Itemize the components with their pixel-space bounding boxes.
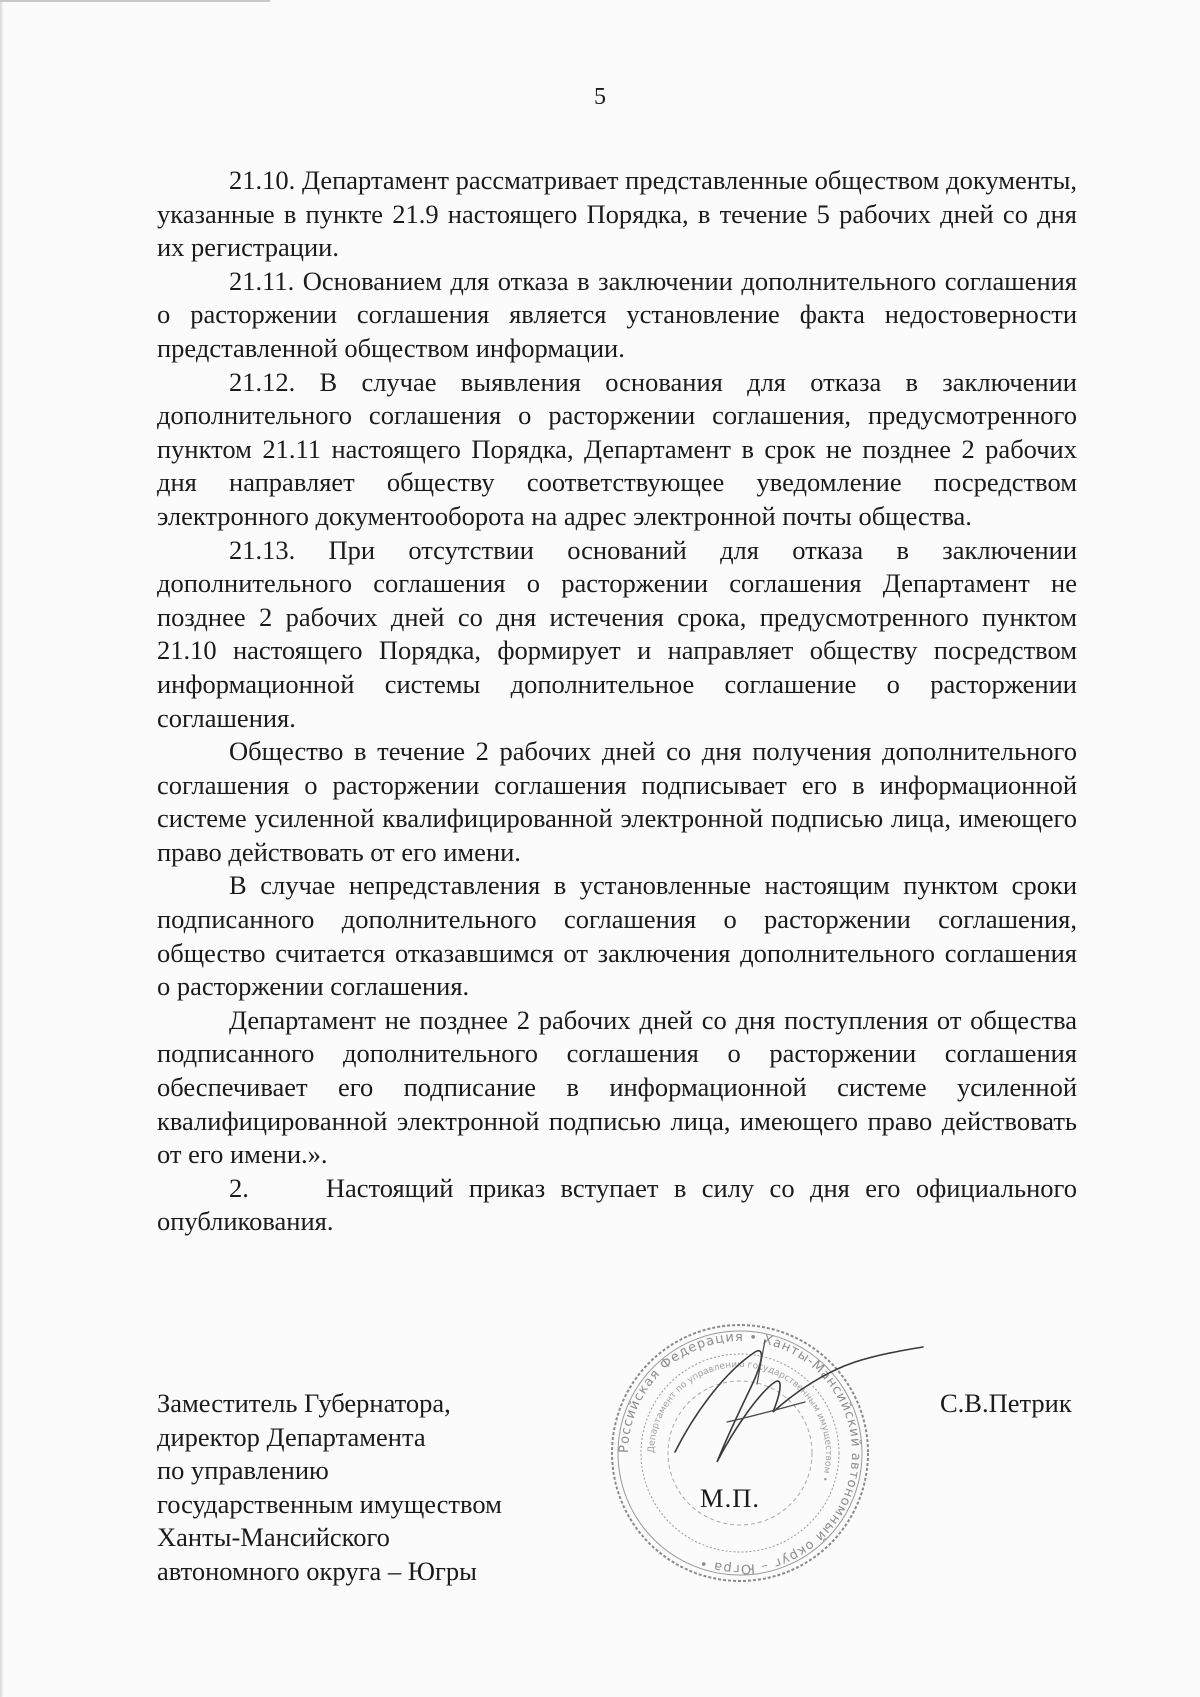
paragraph-21-12: 21.12. В случае выявления основания для отказа в заключении дополнительного соглашения о расторжении соглашения, предусмотренного пунктом 21.11 настоящего Порядка, Департамент в срок не позднее 2 рабочих дня направляет обществу соответствующее уведомление посредством электронного документооборота на адрес электронной почты общества. <box>157 366 1077 531</box>
seal-inner-text: Департамент по управлению государственным имуществом • <box>646 1359 834 1483</box>
paragraph-21-10: 21.10. Департамент рассматривает представленные обществом документы, указанные в пункте 21.9 настоящего Порядка, в течение 5 рабочих дней со дня их регистрации. <box>157 165 1077 263</box>
scan-edge <box>0 0 270 2</box>
paragraph-effective-date: 2. Настоящий приказ вступает в силу со дня его официального опубликования. <box>157 1172 1084 1237</box>
paragraph-non-submission: В случае непредставления в установленные настоящим пунктом сроки подписанного дополнительного соглашения о расторжении соглашения, общество считается отказавшимся от заключения дополнительного соглашения о расторжении соглашения. <box>157 870 1077 1002</box>
signer-name: С.В.Петрик <box>940 1388 1072 1418</box>
position-line: государственным имуществом <box>157 1488 502 1519</box>
position-line: директор Департамента <box>157 1421 426 1452</box>
paragraph-department-signing: Департамент не позднее 2 рабочих дней со дня поступления от общества подписанного дополнительного соглашения о расторжении соглашения обеспечивает его подписание в информационной системе усиленной квалифицированной электронной подписью лица, имеющего право действовать от его имени.». <box>157 1004 1077 1170</box>
handwritten-signature <box>655 1332 925 1502</box>
position-line: по управлению <box>157 1455 329 1486</box>
signatory-position <box>157 1387 502 1589</box>
page-number: 5 <box>594 84 606 110</box>
document-body <box>157 164 1084 1239</box>
paragraph-signing: Общество в течение 2 рабочих дней со дня получения дополнительного соглашения о расторжении соглашения подписывает его в информационной системе усиленной квалифицированной электронной подписью лица, имеющего право действовать от его имени. <box>157 736 1077 867</box>
paragraph-21-13: 21.13. При отсутствии оснований для отказа в заключении дополнительного соглашения о расторжении соглашения Департамент не позднее 2 рабочих дней со дня истечения срока, предусмотренного пунктом 21.10 настоящего Порядка, формирует и направляет обществу посредством информационной системы дополнительное соглашение о расторжении соглашения. <box>157 534 1077 733</box>
position-line: Заместитель Губернатора, <box>157 1388 451 1418</box>
position-line: Ханты-Мансийского <box>157 1522 390 1553</box>
scan-edge <box>0 0 3 1697</box>
seal-outer-text: Российская Федерация • Ханты-Мансийский автономный округ – Югра • <box>616 1329 864 1577</box>
position-line: автономного округа – Югры <box>157 1555 477 1586</box>
stamp-label: М.П. <box>700 1483 760 1513</box>
paragraph-21-11: 21.11. Основанием для отказа в заключении дополнительного соглашения о расторжении соглашения является установление факта недостоверности представленной обществом информации. <box>157 265 1077 363</box>
